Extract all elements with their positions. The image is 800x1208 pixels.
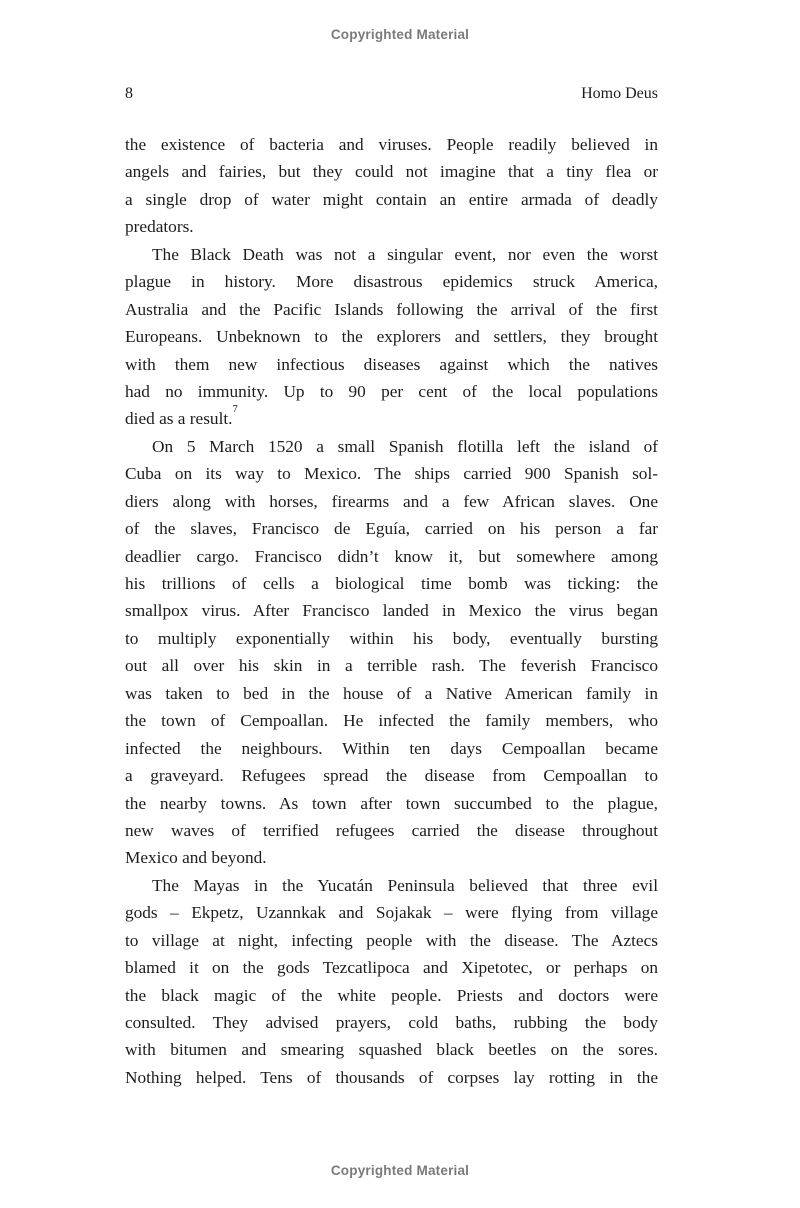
page-number: 8 (125, 85, 133, 102)
text-line: deadlier cargo. Francisco didn’t know it, but somewhere among (125, 546, 658, 566)
text-line: his trillions of cells a biological time bomb was ticking: the (125, 574, 658, 593)
text-line: a graveyard. Refugees spread the disease from Cempoallan to (125, 766, 658, 786)
text-line: new waves of terrified refugees carried the disease throughout (125, 820, 658, 840)
book-title: Homo Deus (581, 85, 658, 102)
text-line: the black magic of the white people. Priests and doctors were (125, 985, 658, 1005)
text-line: gods – Ekpetz, Uzannkak and Sojakak – were flying from village (125, 903, 658, 923)
text-line: died as a result.$^7$ (125, 403, 238, 429)
text-line: with them new infectious diseases against which the natives (125, 354, 658, 374)
text-line: of the slaves, Francisco de Eguía, carried on his person a far (125, 519, 658, 539)
text-line: Mexico and beyond. (125, 848, 267, 868)
copyright-watermark-bottom: Copyrighted Material (330, 1163, 470, 1178)
text-line: The Black Death was not a singular event, nor even the worst (152, 244, 658, 264)
running-header (125, 85, 658, 103)
text-line: smallpox virus. After Francisco landed in Mexico the virus began (125, 601, 658, 621)
text-line: the town of Cempoallan. He infected the family members, who (125, 711, 658, 731)
body-text (125, 131, 658, 1091)
text-line: had no immunity. Up to 90 per cent of the local populations (125, 381, 658, 401)
text-line: Europeans. Unbeknown to the explorers and settlers, they brought (125, 327, 658, 347)
text-line: out all over his skin in a terrible rash. The feverish Francisco (125, 656, 658, 676)
text-line: angels and fairies, but they could not imagine that a tiny flea or (125, 162, 658, 182)
text-line: Australia and the Pacific Islands following the arrival of the first (125, 299, 658, 319)
text-line: Nothing helped. Tens of thousands of corpses lay rotting in the (125, 1067, 658, 1087)
text-line: consulted. They advised prayers, cold baths, rubbing the body (125, 1013, 658, 1032)
text-line: The Mayas in the Yucatán Peninsula believed that three evil (152, 875, 658, 895)
text-line: with bitumen and smearing squashed black beetles on the sores. (125, 1040, 658, 1060)
text-line: to multiply exponentially within his body, eventually bursting (125, 628, 658, 648)
text-line: diers along with horses, firearms and a few African slaves. One (125, 491, 658, 511)
text-line: plague in history. More disastrous epidemics struck America, (125, 272, 658, 292)
text-line: the nearby towns. As town after town succumbed to the plague, (125, 793, 658, 813)
text-line: predators. (125, 217, 194, 237)
text-line: On 5 March 1520 a small Spanish flotilla left the island of (152, 436, 658, 456)
text-line: infected the neighbours. Within ten days Cempoallan became (125, 738, 658, 758)
text-line: was taken to bed in the house of a Native American family in (125, 683, 658, 703)
text-line: to village at night, infecting people with the disease. The Aztecs (125, 930, 658, 950)
text-line: Cuba on its way to Mexico. The ships carried 900 Spanish sol- (125, 464, 658, 484)
text-line: a single drop of water might contain an entire armada of deadly (125, 189, 658, 209)
footnote-reference: 7 (232, 403, 238, 415)
text-line: the existence of bacteria and viruses. People readily believed in (125, 135, 658, 154)
text-line: blamed it on the gods Tezcatlipoca and Xipetotec, or perhaps on (125, 958, 658, 978)
copyright-watermark-top: Copyrighted Material (330, 27, 470, 42)
